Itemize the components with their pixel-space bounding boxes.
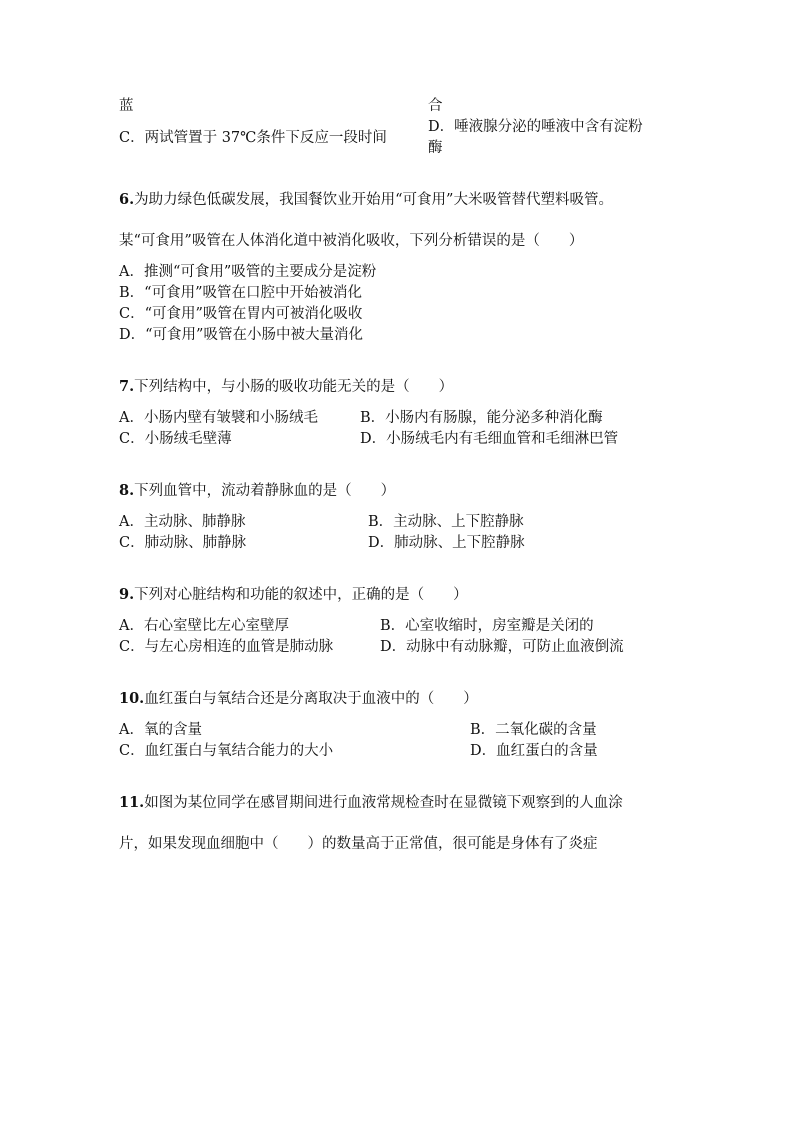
q7-number: 7. <box>119 378 135 395</box>
q5-option-c: C．两试管置于 37℃条件下反应一段时间 <box>119 130 387 146</box>
q6-option-d: D．“可食用”吸管在小肠中被大量消化 <box>119 327 363 343</box>
q6-option-b: B．“可食用”吸管在口腔中开始被消化 <box>119 285 362 301</box>
q8-stem-text: 下列血管中，流动着静脉血的是（ ） <box>134 483 396 499</box>
q7-option-c: C．小肠绒毛壁薄 <box>119 431 232 447</box>
q10-stem-text: 血红蛋白与氧结合还是分离取决于血液中的（ ） <box>144 691 478 707</box>
q10-option-d: D．血红蛋白的含量 <box>470 743 598 759</box>
q6-stem-line1 <box>119 191 613 209</box>
q11-number: 11. <box>119 794 145 811</box>
q11-stem-text1: 如图为某位同学在感冒期间进行血液常规检查时在显微镜下观察到的人血涂 <box>144 795 623 811</box>
q10-option-b: B．二氧化碳的含量 <box>470 722 597 738</box>
q6-stem-text1: 为助力绿色低碳发展，我国餐饮业开始用“可食用”大米吸管替代塑料吸管。 <box>134 192 613 208</box>
q9-number: 9. <box>119 586 135 603</box>
q6-option-a: A．推测“可食用”吸管的主要成分是淀粉 <box>119 264 377 280</box>
q9-stem-text: 下列对心脏结构和功能的叙述中，正确的是（ ） <box>134 587 468 603</box>
q9-option-c: C．与左心房相连的血管是肺动脉 <box>119 639 334 655</box>
q11-stem-line2: 片，如果发现血细胞中（ ）的数量高于正常值，很可能是身体有了炎症 <box>119 836 598 852</box>
q5-option-d-line2: 酶 <box>428 140 443 156</box>
q8-number: 8. <box>119 482 135 499</box>
q8-option-c: C．肺动脉、肺静脉 <box>119 535 247 551</box>
q8-option-a: A．主动脉、肺静脉 <box>119 514 246 530</box>
q10-stem <box>119 690 478 708</box>
q5-option-a-tail: 蓝 <box>119 98 134 114</box>
q9-option-d: D．动脉中有动脉瓣，可防止血液倒流 <box>380 639 624 655</box>
q11-stem-line1 <box>119 794 623 812</box>
q7-option-b: B．小肠内有肠腺，能分泌多种消化酶 <box>360 410 603 426</box>
q8-stem <box>119 482 395 500</box>
q10-option-a: A．氧的含量 <box>119 722 202 738</box>
q7-stem <box>119 378 453 396</box>
q6-option-c: C．“可食用”吸管在胃内可被消化吸收 <box>119 306 363 322</box>
q10-number: 10. <box>119 690 145 707</box>
q7-stem-text: 下列结构中，与小肠的吸收功能无关的是（ ） <box>134 379 454 395</box>
q6-number: 6. <box>119 191 135 208</box>
q7-option-a: A．小肠内壁有皱襞和小肠绒毛 <box>119 410 318 426</box>
q10-option-c: C．血红蛋白与氧结合能力的大小 <box>119 743 334 759</box>
q8-option-d: D．肺动脉、上下腔静脉 <box>368 535 525 551</box>
q5-option-d-line1: D．唾液腺分泌的唾液中含有淀粉 <box>428 119 643 135</box>
q5-option-b-tail: 合 <box>428 98 443 114</box>
q6-stem-line2: 某“可食用”吸管在人体消化道中被消化吸收，下列分析错误的是（ ） <box>119 233 584 249</box>
q7-option-d: D．小肠绒毛内有毛细血管和毛细淋巴管 <box>360 431 619 447</box>
q8-option-b: B．主动脉、上下腔静脉 <box>368 514 524 530</box>
q9-stem <box>119 586 468 604</box>
q9-option-b: B．心室收缩时，房室瓣是关闭的 <box>380 618 594 634</box>
q9-option-a: A．右心室壁比左心室壁厚 <box>119 618 289 634</box>
